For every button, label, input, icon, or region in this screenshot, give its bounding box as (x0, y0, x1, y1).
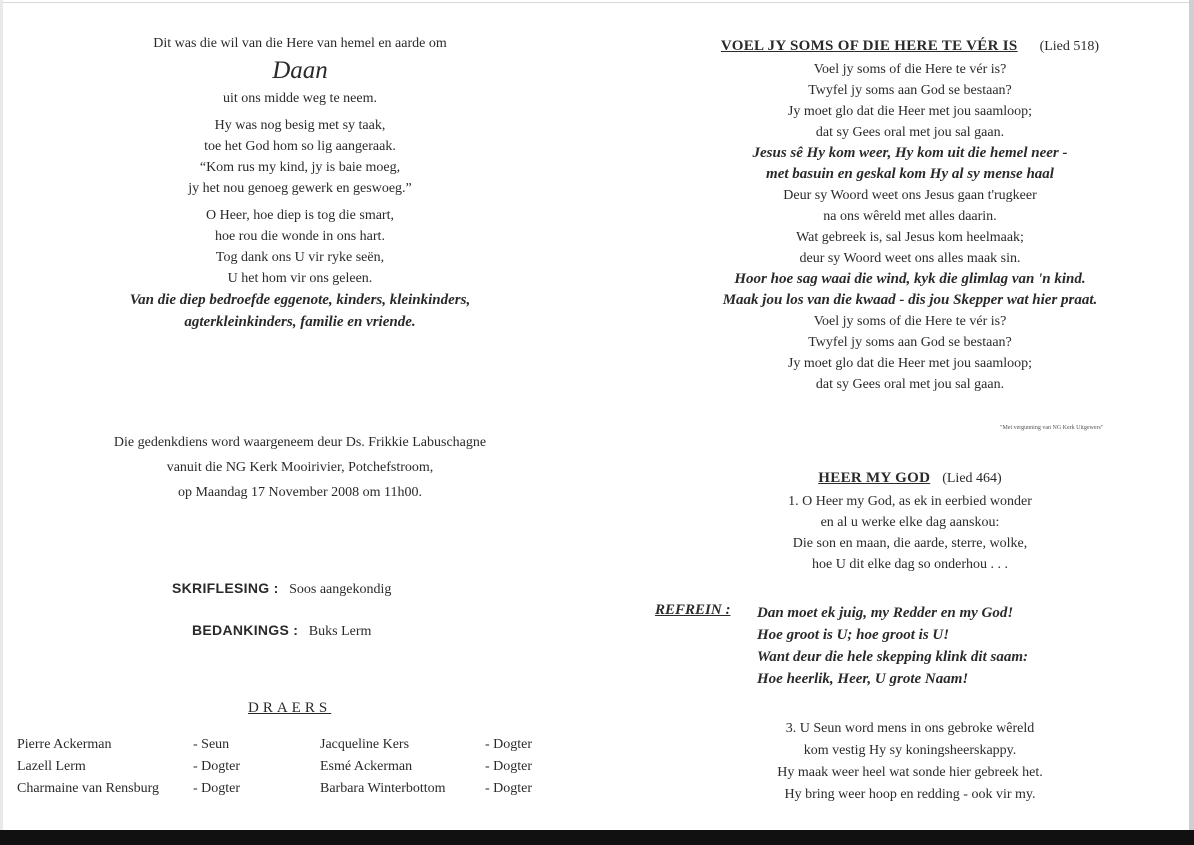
bearer-name: Barbara Winterbottom (320, 781, 446, 796)
lyric-line: dat sy Gees oral met jou sal gaan. (815, 125, 1005, 140)
mourners-line: agterkleinkinders, familie en vriende. (184, 314, 416, 330)
hymn-lyrics (660, 59, 1160, 395)
lyric-line: Twyfel jy soms aan God se bestaan? (808, 335, 1012, 350)
poem-line: U het hom vir ons geleen. (227, 271, 373, 286)
verse-line: kom vestig Hy sy koningsheerskappy. (803, 743, 1017, 758)
thanks-value: Buks Lerm (308, 624, 372, 639)
hymn-reference: (Lied 518) (1039, 39, 1100, 54)
verse-line: Hy maak weer heel wat sonde hier gebreek het. (777, 765, 1043, 780)
thanks-label: BEDANKINGS : (192, 622, 299, 638)
refrain-line: Dan moet ek juig, my Redder en my God! (757, 605, 1014, 621)
verse-line: Hy bring weer hoop en redding - ook vir my. (784, 787, 1036, 802)
hymn-518 (660, 36, 1160, 395)
verse-line: Die son en maan, die aarde, sterre, wolke, (792, 536, 1028, 551)
hymn-heading (700, 468, 1120, 489)
verse-line: 1. O Heer my God, as ek in eerbied wonder (788, 494, 1032, 509)
refrain (757, 602, 1028, 690)
hymn-464 (700, 468, 1120, 575)
memorial-service-info (40, 430, 560, 505)
acknowledgements (192, 622, 371, 640)
poem-line: jy het nou genoeg gewerk en geswoeg.” (188, 181, 412, 196)
bearer-name: Pierre Ackerman (17, 737, 112, 752)
verse-line: hoe U dit elke dag so onderhou . . . (812, 557, 1008, 572)
verse-line: 3. U Seun word mens in ons gebroke wêreld (785, 721, 1035, 736)
hymn-title: VOEL JY SOMS OF DIE HERE TE VÉR IS (720, 38, 1018, 54)
lyric-line: Maak jou los van die kwaad - dis jou Skepper wat hier praat. (722, 292, 1098, 308)
bearer-relation: - Dogter (193, 759, 241, 774)
lyric-line: deur sy Woord weet ons alles maak sin. (799, 251, 1021, 266)
poem-line: O Heer, hoe diep is tog die smart, (205, 208, 394, 223)
poem-line: hoe rou die wonde in ons hart. (215, 229, 385, 244)
refrain-label: REFREIN : (655, 602, 731, 618)
poem-line: toe het God hom so lig aangeraak. (204, 139, 396, 154)
memorial-line: op Maandag 17 November 2008 om 11h00. (177, 485, 423, 500)
refrain-line: Want deur die hele skepping klink dit saam: (757, 649, 1028, 665)
top-edge (0, 2, 1194, 3)
deceased-name: Daan (272, 57, 328, 84)
intro-line-2: uit ons midde weg te neem. (223, 91, 377, 106)
scripture-value: Soos aangekondig (289, 582, 392, 597)
poem-line: “Kom rus my kind, jy is baie moeg, (199, 160, 401, 175)
lyric-line: Deur sy Woord weet ons Jesus gaan t'rugkeer (783, 188, 1037, 203)
lyric-line: Wat gebreek is, sal Jesus kom heelmaak; (796, 230, 1024, 245)
lyric-line: Hoor hoe sag waai die wind, kyk die glimlag van 'n kind. (734, 271, 1086, 287)
bearer-name: Jacqueline Kers (320, 737, 410, 752)
mourners-line: Van die diep bedroefde eggenote, kinders, kleinkinders, (129, 292, 471, 308)
bottom-band (0, 830, 1194, 845)
scripture-label: SKRIFLESING : (172, 580, 279, 596)
refrain-line: Hoe heerlik, Heer, U grote Naam! (757, 671, 969, 687)
bearer-name: Esmé Ackerman (320, 759, 413, 774)
lyric-line: Voel jy soms of die Here te vér is? (813, 314, 1007, 329)
memorial-line: vanuit die NG Kerk Mooirivier, Potchefstroom, (166, 460, 434, 475)
bearer-name: Charmaine van Rensburg (17, 781, 160, 796)
poem-line: Tog dank ons U vir ryke seën, (215, 250, 385, 265)
verse-line: en al u werke elke dag aanskou: (820, 515, 1000, 530)
left-edge (0, 0, 3, 845)
lyric-line: Twyfel jy soms aan God se bestaan? (808, 83, 1012, 98)
right-edge (1189, 0, 1194, 830)
bearer-name: Lazell Lerm (17, 759, 86, 774)
hymn-title: HEER MY GOD (818, 470, 931, 486)
lyric-line: Jy moet glo dat die Heer met jou saamloop; (787, 104, 1033, 119)
permission-credit: "Met vergunning van NG Kerk Uitgewers" (1000, 425, 1104, 431)
bearers-title: DRAERS (248, 700, 332, 716)
hymn-heading (660, 36, 1160, 57)
refrain-line: Hoe groot is U; hoe groot is U! (757, 627, 950, 643)
scripture-reading (172, 580, 391, 598)
bearer-relation: - Dogter (193, 781, 241, 796)
lyric-line: dat sy Gees oral met jou sal gaan. (815, 377, 1005, 392)
dedication-block (60, 33, 540, 333)
memorial-line: Die gedenkdiens word waargeneem deur Ds. Frikkie Labuschagne (113, 435, 487, 450)
intro-line: Dit was die wil van die Here van hemel en aarde om (153, 36, 447, 51)
bearer-relation: - Seun (193, 737, 230, 752)
bearer-relation: - Dogter (485, 759, 533, 774)
poem-line: Hy was nog besig met sy taak, (214, 118, 386, 133)
bearer-relation: - Dogter (485, 737, 533, 752)
lyric-line: Jy moet glo dat die Heer met jou saamloop; (787, 356, 1033, 371)
lyric-line: met basuin en geskal kom Hy al sy mense haal (766, 166, 1054, 182)
verse-3 (700, 718, 1120, 806)
lyric-line: Voel jy soms of die Here te vér is? (813, 62, 1007, 77)
hymn-reference: (Lied 464) (942, 471, 1002, 486)
bearer-relation: - Dogter (485, 781, 533, 796)
lyric-line: na ons wêreld met alles daarin. (823, 209, 997, 224)
lyric-line: Jesus sê Hy kom weer, Hy kom uit die hemel neer - (752, 145, 1068, 161)
